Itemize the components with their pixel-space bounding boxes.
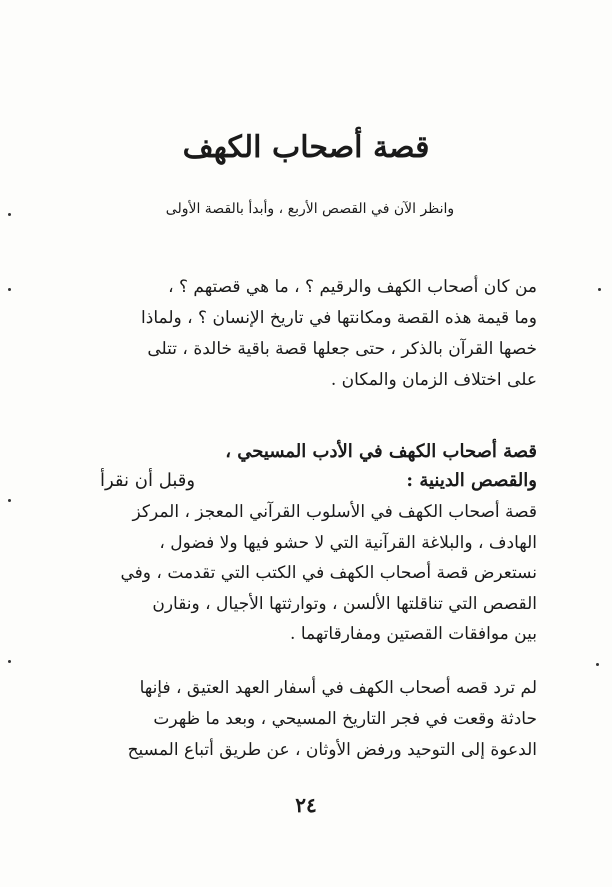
scan-speck: [596, 663, 599, 666]
paragraph-line: لم ترد قصه أصحاب الكهف في أسفار العهد العتيق ، فإنها: [139, 678, 537, 698]
paragraph-line: حادثة وقعت في فجر التاريخ المسيحي ، وبعد ما ظهرت: [153, 709, 537, 729]
scan-speck: [8, 499, 11, 502]
subheading-bold: والقصص الدينية :: [406, 470, 537, 491]
paragraph-line: نستعرض قصة أصحاب الكهف في الكتب التي تقدمت ، وفي: [120, 563, 537, 583]
section-subheading: [100, 466, 537, 495]
page-number: ٢٤: [295, 793, 317, 817]
paragraph-line: على اختلاف الزمان والمكان .: [330, 370, 537, 390]
scan-speck: [8, 213, 11, 216]
scan-speck: [8, 660, 11, 663]
paragraph-line: من كان أصحاب الكهف والرقيم ؟ ، ما هي قصتهم ؟ ،: [168, 277, 537, 297]
paragraph-line: الهادف ، والبلاغة القرآنية التي لا حشو فيها ولا فضول ،: [159, 532, 537, 553]
paragraph-1: [100, 272, 537, 396]
scan-speck: [598, 288, 601, 291]
chapter-subtitle: وانظر الآن في القصص الأربع ، وأبدأ بالقصة الأولى: [165, 201, 455, 217]
paragraph-line: الدعوة إلى التوحيد ورفض الأوثان ، عن طريق أتباع المسيح: [127, 740, 537, 760]
scan-speck: [8, 288, 11, 291]
paragraph-line: خصها القرآن بالذكر ، حتى جعلها قصة باقية خالدة ، تتلى: [147, 339, 537, 359]
paragraph-line: بين موافقات القصتين ومفارقاتهما .: [290, 624, 537, 644]
paragraph-3: [100, 673, 537, 766]
paragraph-2: [100, 497, 537, 650]
paragraph-line: القصص التي تناقلتها الألسن ، وتوارثتها الأجيال ، ونقارن: [152, 593, 537, 614]
subheading-continuation: وقبل أن نقرأ: [100, 470, 196, 491]
section-heading: قصة أصحاب الكهف في الأدب المسيحي ،: [225, 441, 537, 462]
paragraph-line: وما قيمة هذه القصة ومكانتها في تاريخ الإنسان ؟ ، ولماذا: [141, 308, 537, 328]
chapter-title: قصة أصحاب الكهف: [182, 130, 430, 165]
paragraph-line: قصة أصحاب الكهف في الأسلوب القرآني المعجز ، المركز: [132, 502, 537, 522]
